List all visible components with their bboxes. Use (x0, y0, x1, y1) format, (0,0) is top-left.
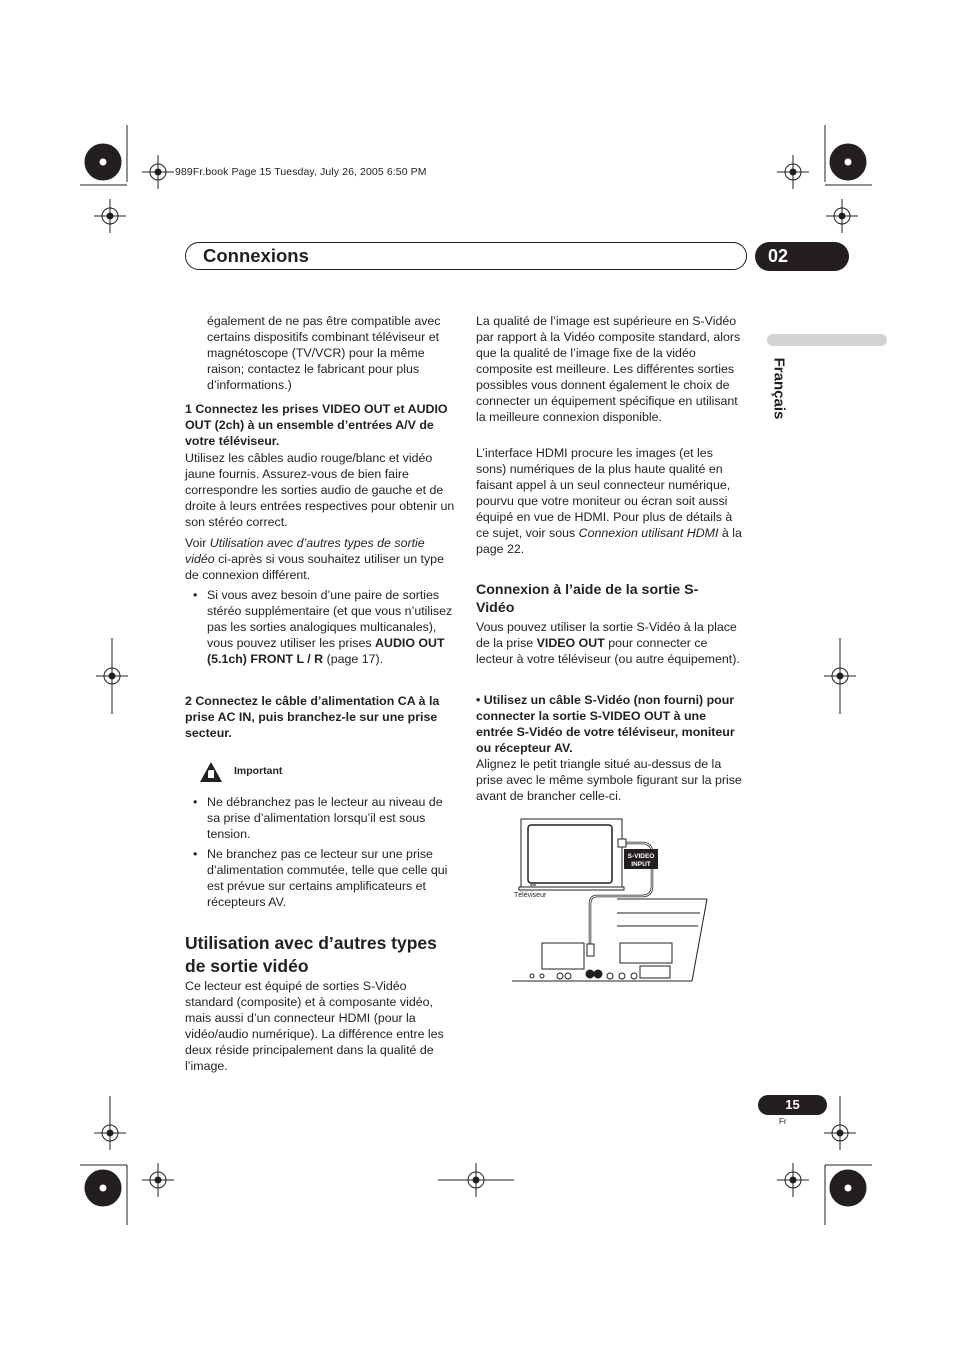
player-rear-panel (512, 899, 707, 981)
section-body: Ce lecteur est équipé de sorties S-Vidéo standard (composite) et à composante vidéo, mais aussi d’un connecteur HDMI (pour la vidéo/audio numérique). La différence entre les deux réside principalement dans la qualité de l’image. (185, 979, 444, 1073)
svideo-input-label-line2: INPUT (631, 861, 651, 868)
page-number: 15 (758, 1095, 827, 1115)
hdmi-paragraph: L’interface HDMI procure les images (et les sons) numériques de la plus haute qualité en faisant appel à un seul connecteur numérique, pourvu que votre moniteur ou écran soit aussi équipé en vue de HDMI. Pour plus de détails à ce sujet, voir sous Connexion utilisant HDMI à la page 22. (476, 446, 742, 556)
crosshair-mark-bottom-left-1 (94, 1096, 126, 1150)
section-heading: Utilisation avec d’autres types de sortie vidéo (185, 933, 437, 976)
svideo-input-label-line1: S-VIDEO (627, 853, 655, 860)
subsection-body: Vous pouvez utiliser la sortie S-Vidéo à la place de la prise VIDEO OUT pour connecter ce lecteur à votre téléviseur (ou autre équipement). (476, 620, 740, 666)
bullet-dot: • (193, 847, 198, 861)
page-title: Connexions (203, 245, 309, 266)
starburst-mark-bottom-right (825, 1165, 872, 1225)
svideo-connection-diagram (512, 816, 712, 998)
important-hand-icon (199, 761, 223, 783)
crosshair-mark-top-left-1 (142, 155, 174, 189)
television-illustration (519, 819, 624, 890)
svideo-instruction-body: Alignez le petit triangle situé au-dessus de la prise avec le même symbole figurant sur la prise avant de brancher celle-ci. (476, 757, 742, 803)
bullet-dot: • (193, 795, 198, 809)
step-1-body: Utilisez les câbles audio rouge/blanc et vidéo jaune fournis. Assurez-vous de bien faire correspondre les sorties audio de gauche et de droite à leurs entrées respectives pour obtenir un son stéréo correct. (185, 451, 455, 529)
svideo-quality-paragraph: La qualité de l’image est supérieure en S-Vidéo par rapport à la Vidéo composite standard, alors que la qualité de l’image fixe de la vidéo composite est meilleure. Les différentes sorties possibles vous donnent également le choix de connecter un équipement spécifique en utilisant la meilleure connexion disponible. (476, 314, 741, 424)
crosshair-mark-mid-left (96, 638, 128, 714)
list-item: • Si vous avez besoin d’une paire de sorties stéréo supplémentaire (et que vous n’utilisez pas les sorties analogiques multicanales), vous pouvez utiliser les prises AUDIO OUT (5.1ch) FRONT L / R (page 17). (193, 588, 453, 666)
starburst-mark-top-right (825, 125, 872, 185)
starburst-mark-bottom-left (80, 1165, 127, 1225)
voir-paragraph: Voir Utilisation avec d’autres types de sortie vidéo ci-après si vous souhaitez utiliser un type de connexion différent. (185, 536, 444, 582)
crosshair-mark-bottom-right-2 (824, 1096, 856, 1150)
intro-paragraph: également de ne pas être compatible avec certains dispositifs combinant téléviseur et magnétoscope (TV/VCR) pour la même raison; contactez le fabricant pour plus d’informations.) (207, 314, 441, 392)
step-2-title: 2 Connectez le câble d’alimentation CA à la prise AC IN, puis branchez-le sur une prise secteur. (185, 694, 440, 740)
step-1-title: 1 Connectez les prises VIDEO OUT et AUDIO OUT (2ch) à un ensemble d’entrées A/V de votre téléviseur. (185, 402, 448, 448)
list-item: • Ne branchez pas ce lecteur sur une prise d’alimentation commutée, telle que celle qui est prévue sur certains amplificateurs et récepteurs AV. (193, 847, 448, 909)
subsection-heading: Connexion à l’aide de la sortie S-Vidéo (476, 582, 699, 616)
tv-label: Téléviseur (514, 892, 547, 899)
cross-reference-link: Utilisation avec d’autres types de sortie vidéo (185, 536, 425, 566)
cross-reference-link: Connexion utilisant HDMI (578, 526, 719, 540)
crosshair-mark-bottom-right-1 (777, 1163, 809, 1197)
starburst-mark-top-left (80, 125, 127, 185)
crosshair-mark-mid-right (824, 638, 856, 714)
language-code: Fr (779, 1117, 787, 1126)
language-tab-label: Français (770, 357, 788, 420)
crosshair-mark-bottom-center (438, 1163, 514, 1197)
crosshair-mark-top-right-1 (777, 155, 809, 189)
list-item: • Ne débranchez pas le lecteur au niveau de sa prise d’alimentation lorsqu’il est sous tension. (193, 795, 443, 841)
crosshair-mark-top-left-2 (94, 199, 126, 233)
crosshair-mark-top-right-2 (826, 199, 858, 233)
svideo-instruction-title: • Utilisez un câble S-Vidéo (non fourni) pour connecter la sortie S-VIDEO OUT à une entrée S-Vidéo de votre téléviseur, moniteur ou récepteur AV. (476, 693, 735, 755)
crosshair-mark-bottom-left-2 (142, 1163, 174, 1197)
bullet-dot: • (193, 588, 198, 602)
print-slug: 989Fr.book Page 15 Tuesday, July 26, 2005 6:50 PM (175, 166, 427, 178)
chapter-number-badge: 02 (755, 242, 849, 271)
important-label: Important (234, 765, 283, 777)
